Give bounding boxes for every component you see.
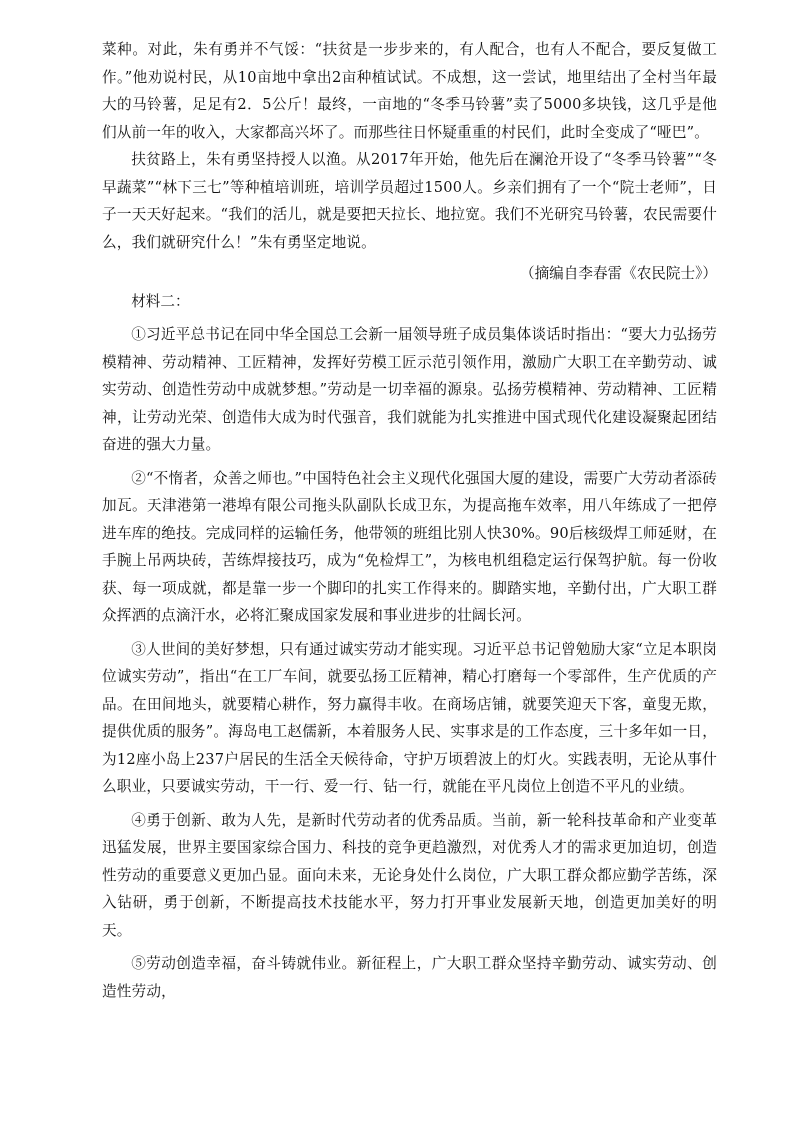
material-two-paragraph-5: ⑤劳动创造幸福，奋斗铸就伟业。新征程上，广大职工群众坚持辛勤劳动、诚实劳动、创造性劳动， xyxy=(102,955,717,1000)
material-two-paragraph-3: ③人世间的美好梦想，只有通过诚实劳动才能实现。习近平总书记曾勉励大家“立足本职岗位诚实劳动”，指出“在工厂车间，就要弘扬工匠精神，精心打磨每一个零部件，生产优质的产品。在田间地头，就要精心耕作，努力赢得丰收。在商场店铺，就要笑迎天下客，童叟无欺，提供优质的服务”。海岛电工赵儒新，本着服务人民、实事求是的工作态度，三十多年如一日，为12座小岛上237户居民的生活全天候待命，守护万顷碧波上的灯火。实践表明，无论从事什么职业，只要诚实劳动，干一行、爱一行、钻一行，就能在平凡岗位上创造不平凡的业绩。 xyxy=(102,640,717,795)
material-one-paragraph-2: 扶贫路上，朱有勇坚持授人以渔。从2017年开始，他先后在澜沧开设了“冬季马铃薯”“冬早蔬菜”“林下三七”等种植培训班，培训学员超过1500人。乡亲们拥有了一个“院士老师”，日子一天天好起来。“我们的活儿，就是要把天拉长、地拉宽。我们不光研究马铃薯，农民需要什么，我们就研究什么！”朱有勇坚定地说。 xyxy=(102,151,717,251)
material-two-paragraph-2: ②“不惰者，众善之师也。”中国特色社会主义现代化强国大厦的建设，需要广大劳动者添砖加瓦。天津港第一港埠有限公司拖头队副队长成卫东，为提高拖车效率，用八年练成了一把停进车库的绝技。完成同样的运输任务，他带领的班组比别人快30%。90后核级焊工师延财，在手腕上吊两块砖，苦练焊接技巧，成为“免检焊工”，为核电机组稳定运行保驾护航。每一份收获、每一项成就，都是靠一步一个脚印的扎实工作得来的。脚踏实地，辛勤付出，广大职工群众挥洒的点滴汗水，必将汇聚成国家发展和事业进步的壮阔长河。 xyxy=(102,469,717,624)
material-two-paragraph-4: ④勇于创新、敢为人先，是新时代劳动者的优秀品质。当前，新一轮科技革命和产业变革迅猛发展，世界主要国家综合国力、科技的竞争更趋激烈，对优秀人才的需求更加迫切，创造性劳动的重要意义更加凸显。面向未来，无论身处什么岗位，广大职工群众都应勤学苦练，深入钻研，勇于创新，不断提高技术技能水平，努力打开事业发展新天地，创造更加美好的明天。 xyxy=(102,811,717,939)
material-two-label: 材料二： xyxy=(131,292,190,310)
material-one-paragraph-1: 菜种。对此，朱有勇并不气馁：“扶贫是一步步来的，有人配合，也有人不配合，要反复做工作。”他劝说村民，从10亩地中拿出2亩种植试试。不成想，这一尝试，地里结出了全村当年最大的马铃薯，足足有2．5公斤！最终，一亩地的“冬季马铃薯”卖了5000多块钱，这几乎是他们从前一年的收入，大家都高兴坏了。而那些往日怀疑重重的村民们，此时全变成了“哑巴”。 xyxy=(102,41,717,141)
document-page xyxy=(102,36,717,1005)
material-two-paragraph-1: ①习近平总书记在同中华全国总工会新一届领导班子成员集体谈话时指出：“要大力弘扬劳模精神、劳动精神、工匠精神，发挥好劳模工匠示范引领作用，激励广大职工在辛勤劳动、诚实劳动、创造性劳动中成就梦想。”劳动是一切幸福的源泉。弘扬劳模精神、劳动精神、工匠精神，让劳动光荣、创造伟大成为时代强音，我们就能为扎实推进中国式现代化建设凝聚起团结奋进的强大力量。 xyxy=(102,326,717,453)
material-one-source: （摘编自李春雷《农民院士》） xyxy=(519,265,717,282)
